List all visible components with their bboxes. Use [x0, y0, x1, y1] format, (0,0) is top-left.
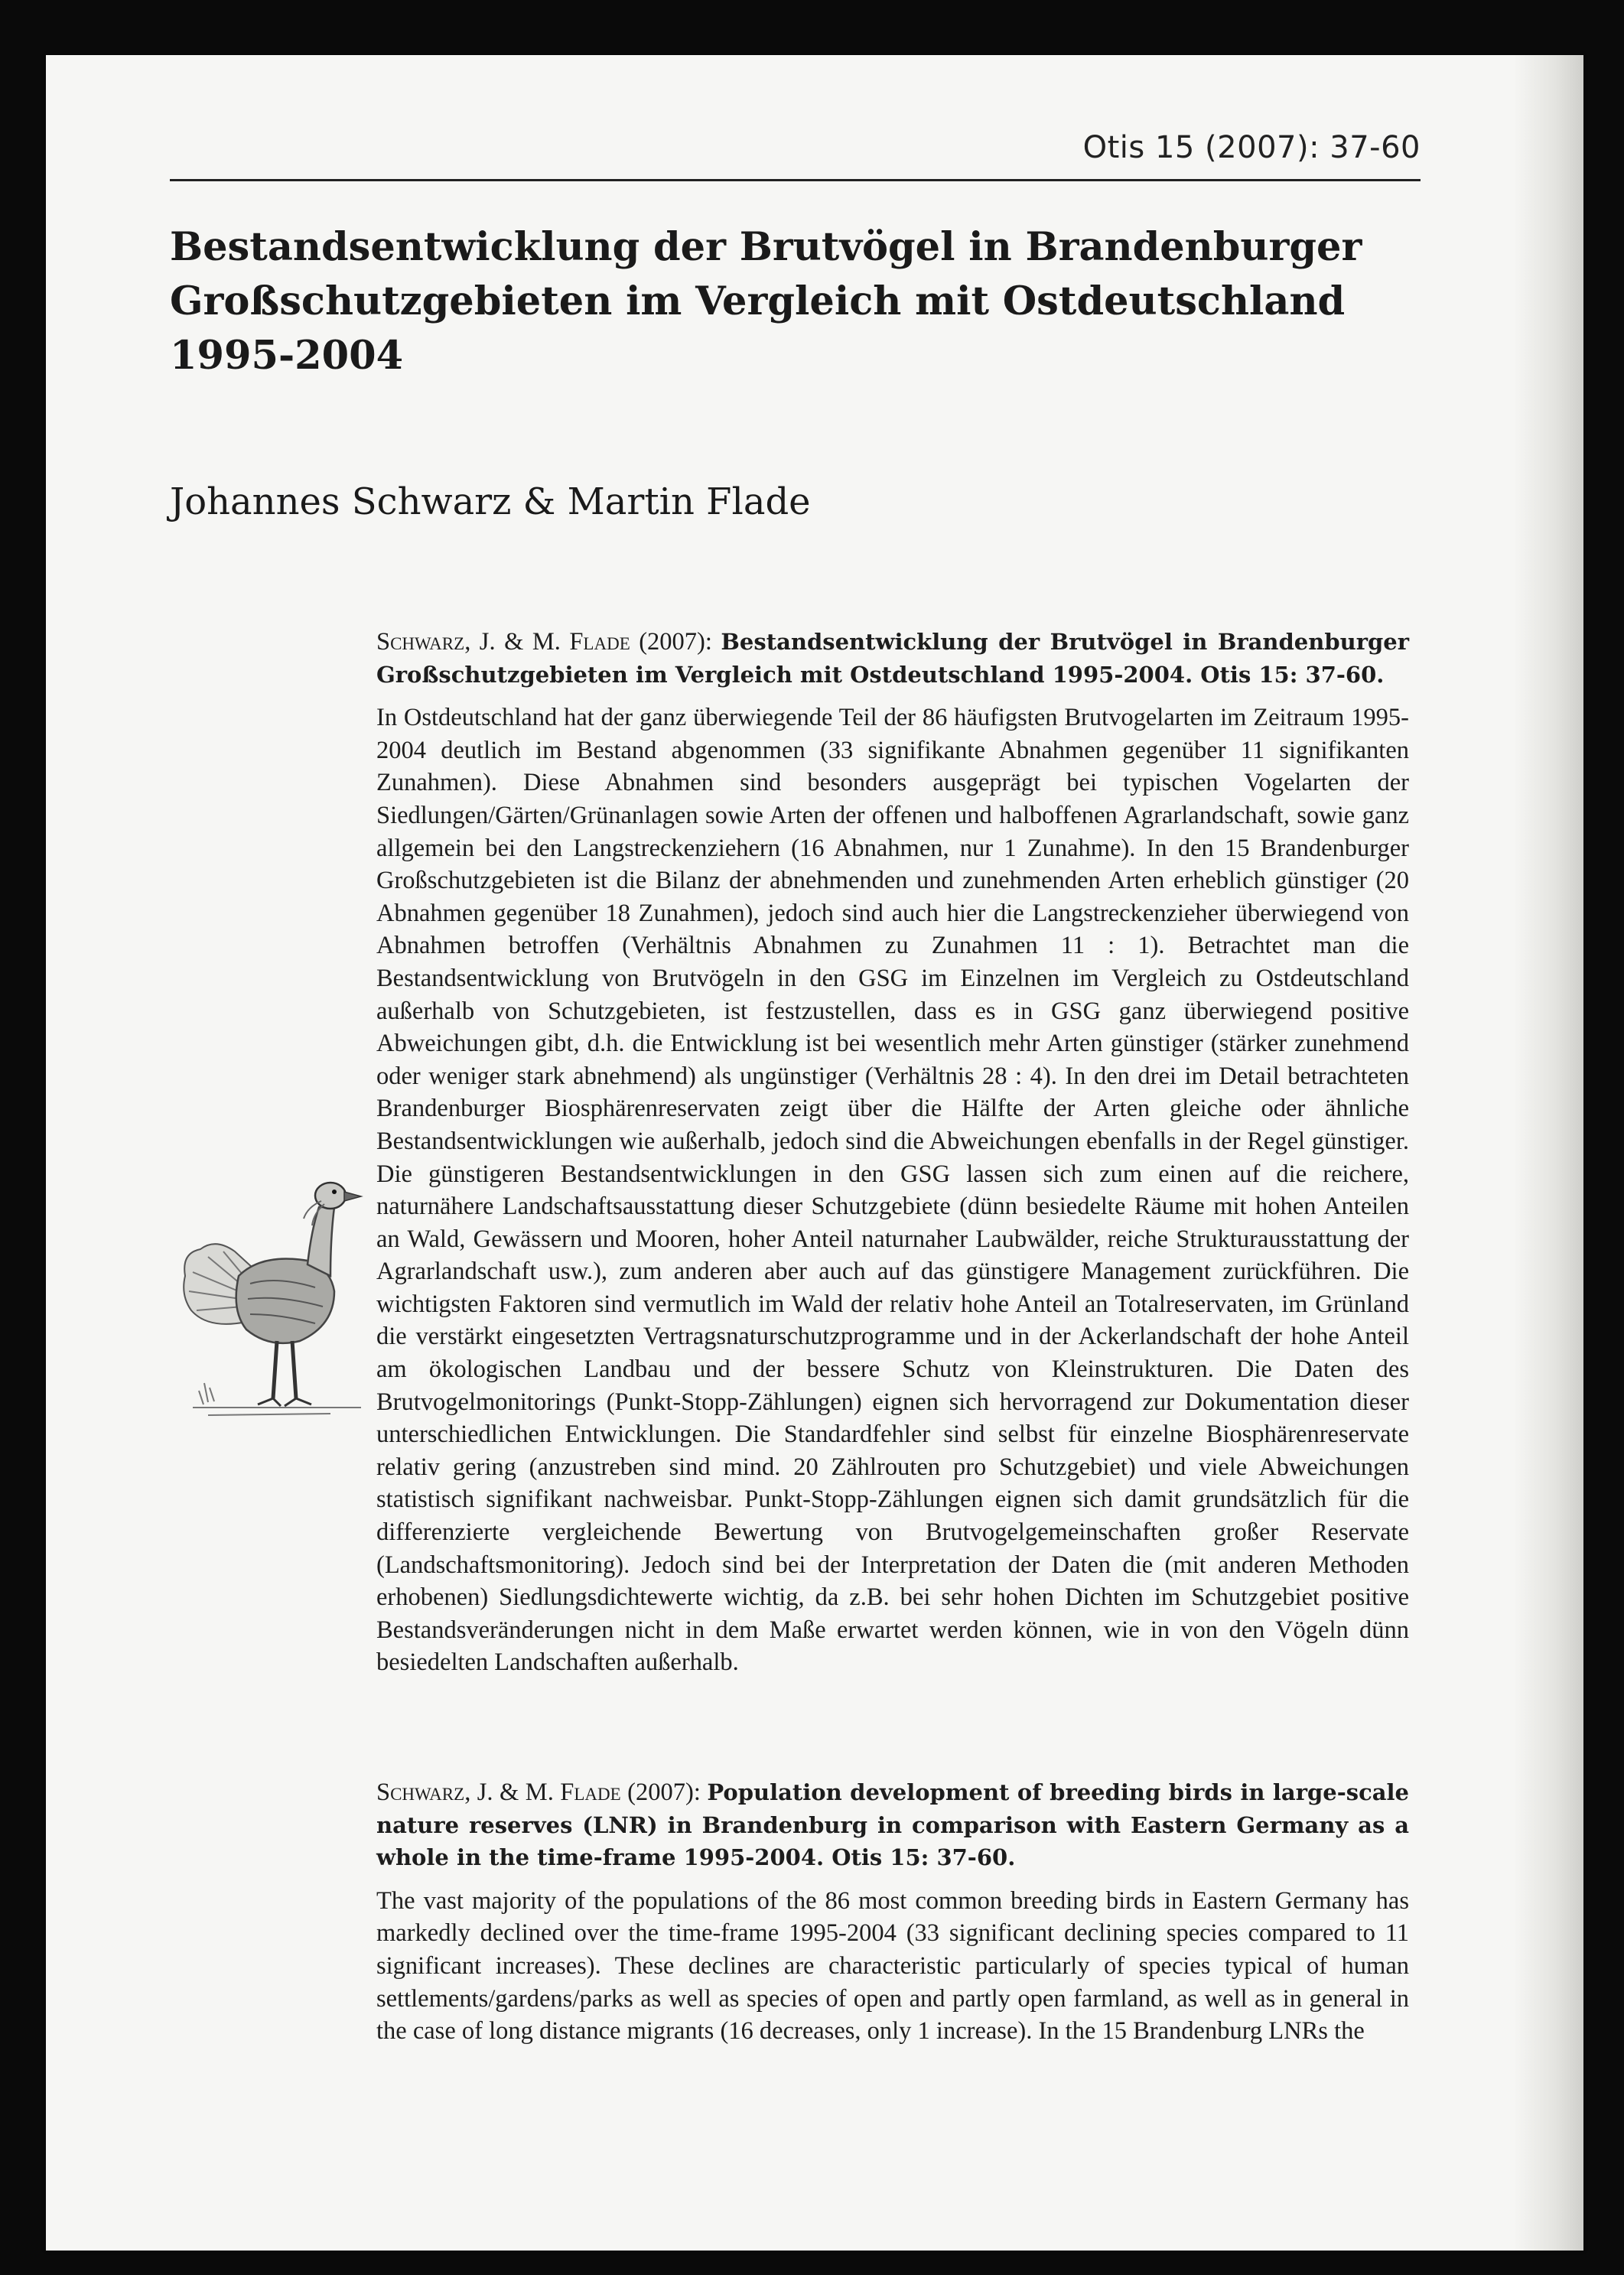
abstract-body-german: In Ostdeutschland hat der ganz überwiegende Teil der 86 häufigsten Brutvogelarten im Zeitraum 1995-2004 deutlich im Bestand abgenommen (33 signifikante Abnahmen gegenüber 11 signifikanten Zunahmen). Diese Abnahmen sind besonders ausgeprägt bei typischen Vogelarten der Siedlungen/Gärten/Grünanlagen sowie Arten der offenen und halboffenen Agrarlandschaft, sowie ganz allgemein bei den Langstreckenziehern (16 Abnahmen, nur 1 Zunahme). In den 15 Brandenburger Großschutzgebieten ist die Bilanz der abnehmenden und zunehmenden Arten erheblich günstiger (20 Abnahmen gegenüber 18 Zunahmen), jedoch sind auch hier die Langstreckenzieher überwiegend von Abnahmen betroffen (Verhältnis Abnahmen zu Zunahmen 11 : 1). Betrachtet man die Bestandsentwicklung von Brutvögeln in den GSG im Einzelnen im Vergleich zu Ostdeutschland außerhalb von Schutzgebieten, ist festzustellen, dass es in GSG ganz überwiegend positive Abweichungen gibt, d.h. die Entwicklung ist bei wesentlich mehr Arten günstiger (stärker zunehmend oder weniger stark abnehmend) als ungünstiger (Verhältnis 28 : 4). In den drei im Detail betrachteten Brandenburger Biosphärenreservaten zeigt über die Hälfte der Arten gleiche oder ähnliche Bestandsentwicklungen wie außerhalb, jedoch sind die Abweichungen ebenfalls in der Regel günstiger. Die günstigeren Bestandsentwicklungen in den GSG lassen sich zum einen auf die reichere, naturnähere Landschaftsausstattung dieser Schutzgebiete (dünn besiedelte Räume mit hohen Anteilen an Wald, Gewässern und Mooren, hoher Anteil naturnaher Laubwälder, reiche Strukturausstattung der Agrarlandschaft usw.), zum anderen aber auch auf das günstigere Management zurückführen. Die wichtigsten Faktoren sind vermutlich im Wald der relativ hohe Anteil an Totalreservaten, im Grünland die verstärkt eingesetzten Vertragsnaturschutzprogramme und in der Ackerlandschaft der hohe Anteil am ökologischen Landbau und der bessere Schutz von Kleinstrukturen. Die Daten des Brutvogelmonitorings (Punkt-Stopp-Zählungen) eignen sich hervorragend zur Dokumentation dieser unterschiedlichen Entwicklungen. Die Standardfehler sind selbst für einzelne Biosphärenreservate relativ gering (anzustreben sind mind. 20 Zählrouten pro Schutzgebiet) und viele Abweichungen statistisch signifikant nachweisbar. Punkt-Stopp-Zählungen eignen sich damit grundsätzlich für die differenzierte vergleichende Bewertung von Brutvogelgemeinschaften großer Reservate (Landschaftsmonitoring). Jedoch sind bei der Interpretation der Daten die (mit anderen Methoden erhobenen) Siedlungsdichtewerte wichtig, da z.B. bei sehr hohen Dichten im Schutzgebiet positive Bestandsveränderungen nicht in dem Maße erwartet werden können, wie in von den Vögeln dünn besiedelten Landschaften außerhalb. — [376, 704, 1409, 1677]
citation-author-1: Schwarz — [376, 628, 465, 656]
citation-author-sep: , J. & M. — [464, 628, 570, 656]
journal-reference: Otis 15 (2007): 37-60 — [1082, 130, 1421, 165]
citation-year: (2007): — [620, 1779, 708, 1806]
abstract-english — [376, 1776, 1409, 2048]
citation-author-1: Schwarz — [376, 1779, 465, 1806]
great-bustard-icon — [177, 1161, 376, 1426]
citation-author-sep: , J. & M. — [464, 1779, 561, 1806]
abstract-body-english: The vast majority of the populations of the 86 most common breeding birds in Eastern Germany has markedly declined over the time-frame 1995-2004 (33 significant declining species compared to 11 significant increases). These declines are characteristic particularly of species typical of human settlements/gardens/parks as well as species of open and partly open farmland, as well as in general in the case of long distance migrants (16 decreases, only 1 increase). In the 15 Brandenburg LNRs the — [376, 1886, 1409, 2046]
abstract-german — [376, 626, 1409, 1679]
citation-title: Bestandsentwicklung der Brutvögel in Brandenburger Großschutzgebieten im Vergleich mit Ostdeutschland 1995-2004. Otis 15: 37-60. — [376, 629, 1409, 688]
citation-title: Population development of breeding birds in large-scale nature reserves (LNR) in Brandenburg in comparison with Eastern Germany as a whole in the time-frame 1995-2004. Otis 15: 37-60. — [376, 1779, 1409, 1871]
page-edge-shadow — [1513, 55, 1583, 2251]
citation-year: (2007): — [630, 628, 721, 656]
citation-english — [376, 1776, 1409, 1874]
citation-author-2: Flade — [560, 1779, 621, 1806]
citation-author-2: Flade — [569, 628, 630, 656]
article-authors: Johannes Schwarz & Martin Flade — [170, 480, 811, 523]
citation-german — [376, 626, 1409, 691]
running-header — [170, 129, 1421, 181]
article-title: Bestandsentwicklung der Brutvögel in Brandenburger Großschutzgebieten im Vergleich mit Ostdeutschland 1995-2004 — [170, 224, 1362, 379]
